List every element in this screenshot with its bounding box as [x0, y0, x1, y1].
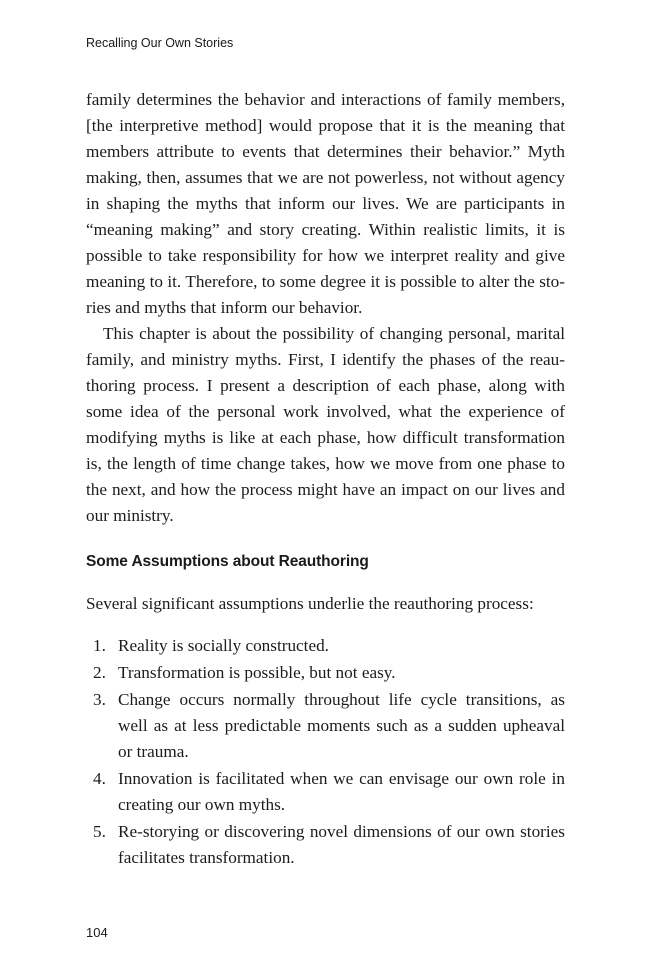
list-item [86, 819, 565, 871]
list-intro: Several significant assumptions underlie the reauthoring process: [86, 594, 534, 613]
page-number: 104 [86, 925, 108, 940]
list-number: 4. [93, 769, 106, 788]
list-number: 3. [93, 690, 106, 709]
list-number: 5. [93, 822, 106, 841]
list-item [86, 633, 565, 659]
body-paragraph-2 [86, 321, 565, 529]
paragraph-text: This chapter is about the possibility of changing personal, marital family, and ministry myths. First, I identify the phases of the reau-thoring process. I present a description of each phase, along with some idea of the personal work involved, what the experience of modifying myths is like at each phase, how difficult transformation is, the length of time change takes, how we move from one phase to the next, and how the process might have an impact on our lives and our ministry. [86, 324, 565, 525]
section-heading: Some Assumptions about Reauthoring [86, 553, 369, 570]
paragraph-text: family determines the behavior and interactions of family members, [the interpretive method] would propose that it is the meaning that members attribute to events that determines their behavior.” Myth making, then, assumes that we are not powerless, not without agency in shaping the myths that inform our lives. We are participants in “meaning making” and story creating. Within realistic limits, it is possible to take responsibility for how we interpret reality and give meaning to it. Therefore, to some degree it is possible to alter the sto-ries and myths that inform our behavior. [86, 90, 565, 317]
list-item-text: Innovation is facilitated when we can envisage our own role in creating our own myths. [118, 769, 565, 814]
list-item-text: Re-storying or discovering novel dimensions of our own stories facilitates transformation. [118, 822, 565, 867]
body-paragraph-1 [86, 87, 565, 321]
list-number: 2. [93, 663, 106, 682]
list-item-text: Reality is socially constructed. [118, 636, 329, 655]
list-item [86, 660, 565, 686]
list-item [86, 687, 565, 765]
list-item-text: Change occurs normally throughout life cycle transitions, as well as at less predictable moments such as a sudden upheaval or trauma. [118, 690, 565, 761]
running-head: Recalling Our Own Stories [86, 36, 234, 50]
list-item-text: Transformation is possible, but not easy. [118, 663, 396, 682]
assumptions-list [86, 633, 565, 872]
list-number: 1. [93, 636, 106, 655]
list-item [86, 766, 565, 818]
